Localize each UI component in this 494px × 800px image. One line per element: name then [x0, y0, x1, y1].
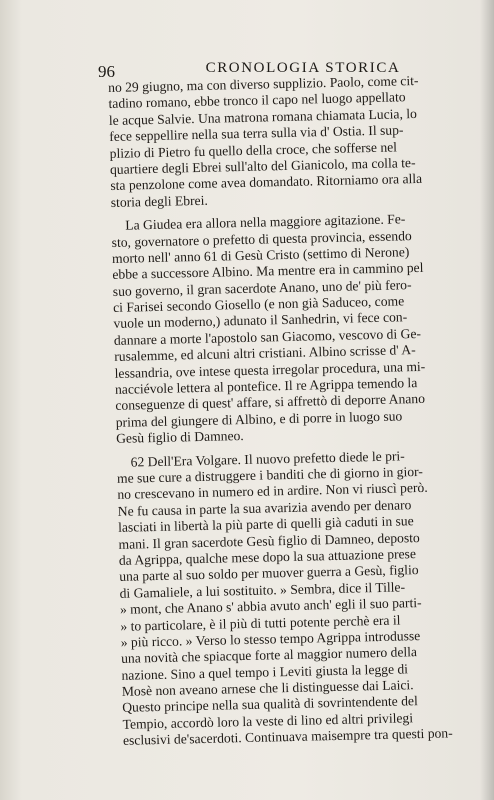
text-line: rusalemme, ed alcuni altri cristiani. Albino scrisse d' A- [114, 342, 416, 365]
text-line: storia degli Ebrei. [110, 192, 208, 210]
text-line: mani. Il gran sacerdote Gesù figlio di Damneo, deposto [118, 529, 420, 552]
text-line: » to particolare, è il più di tutti potente perchè era il [120, 612, 401, 634]
text-line: quartiere degli Ebrei sull'alto del Gianicolo, ma colla te- [109, 154, 416, 177]
text-line: dannare a morte l'apostolo san Giacomo, vescovo di Ge- [113, 325, 422, 348]
text-line: le acque Salvie. Una matrona romana chiamata Lucia, lo [108, 105, 418, 128]
text-line: Tempio, accordò loro la veste di lino ed altri privilegi [122, 710, 414, 732]
paragraph [116, 447, 473, 750]
text-line: lessandria, ove intese questa irregolar procedura, una mi- [114, 358, 426, 381]
text-line: fece seppellire nella sua terra sulla via d' Ostia. Il sup- [109, 122, 404, 145]
page-edge-shadow [480, 0, 494, 800]
text-line: 62 Dell'Era Volgare. Il nuovo prefetto diede le pri- [130, 447, 405, 470]
text-line: no 29 giugno, ma con diverso supplizio. Paolo, come cit- [108, 72, 419, 95]
text-line: ci Farisei secondo Giosello (e non già Saduceo, come [112, 293, 405, 316]
text-line: nacciévole lettera al pontefice. Il re Agrippa temendo la [114, 375, 418, 397]
text-line: plizio di Pietro fu quello della croce, che sofferse nel [109, 139, 398, 161]
page-number: 96 [98, 62, 115, 81]
text-line: da Agrippa, qualche mese dopo la sua attuazione prese [118, 546, 417, 568]
text-line: ebbe a successore Albino. Ma mentre era in cammino pel [112, 260, 424, 283]
running-title: CRONOLOGIA STORICA [205, 60, 401, 76]
text-line: sto, governatore o prefetto di questa provincia, essendo [111, 227, 412, 250]
text-line: suo governo, il gran sacerdote Anano, uno de' più fero- [112, 276, 412, 299]
text-line: di Gamaliele, a lui sostituito. » Sembra, dice il Tille- [119, 579, 406, 601]
text-line: Mosè non aveano arnese che li distinguesse dai Laici. [121, 677, 414, 699]
text-line: nazione. Sino a quel tempo i Leviti giusta la legge di [121, 661, 409, 683]
paragraph [111, 210, 466, 447]
text-line: esclusivi de'sacerdoti. Continuava maisempre tra questi pon- [122, 725, 453, 749]
text-line: » più ricco. » Verso lo stesso tempo Agrippa introdusse [120, 627, 421, 650]
text-line: Questo principe nella sua qualità di sovrintendente del [122, 693, 418, 716]
text-line: La Giudea era allora nella maggiore agitazione. Fe- [125, 211, 406, 233]
text-line: lasciati in libertà la più parte di quelli già caduti in sue [117, 513, 414, 536]
text-line: una parte al suo soldo per muover guerra a Gesù, figlio [119, 562, 419, 585]
text-line: » mont, che Anano s' abbia avuto anch' egli il suo parti- [119, 595, 422, 617]
text-line: Gesù figlio di Damneo. [115, 428, 244, 447]
text-line: conseguenze di quest' affare, si affrettò di deporre Anano [115, 391, 426, 414]
text-line: morto nell' anno 61 di Gesù Cristo (settimo di Nerone) [111, 244, 410, 266]
text-line: vuole un moderno,) adunato il Sanhedrin, vi fece con- [113, 309, 408, 332]
text-line: Ne fu causa in parte la sua avarizia avendo per denaro [117, 496, 412, 519]
text-line: sta penzolone come avea domandato. Ritorniamo ora alla [110, 171, 423, 194]
text-line: me sue cure a distruggere i banditi che di giorno in gior- [116, 463, 424, 486]
body-text [108, 72, 473, 749]
text-line: prima del giungere di Albino, e di porre in luogo suo [115, 408, 403, 430]
text-line: una novità che spiacque forte al maggior numero della [120, 644, 418, 667]
text-line: no crescevano in numero ed in ardire. Non vi riuscì però. [117, 480, 428, 503]
text-line: tadino romano, ebbe tronco il capo nel luogo appellato [108, 89, 406, 112]
paragraph [108, 72, 461, 211]
